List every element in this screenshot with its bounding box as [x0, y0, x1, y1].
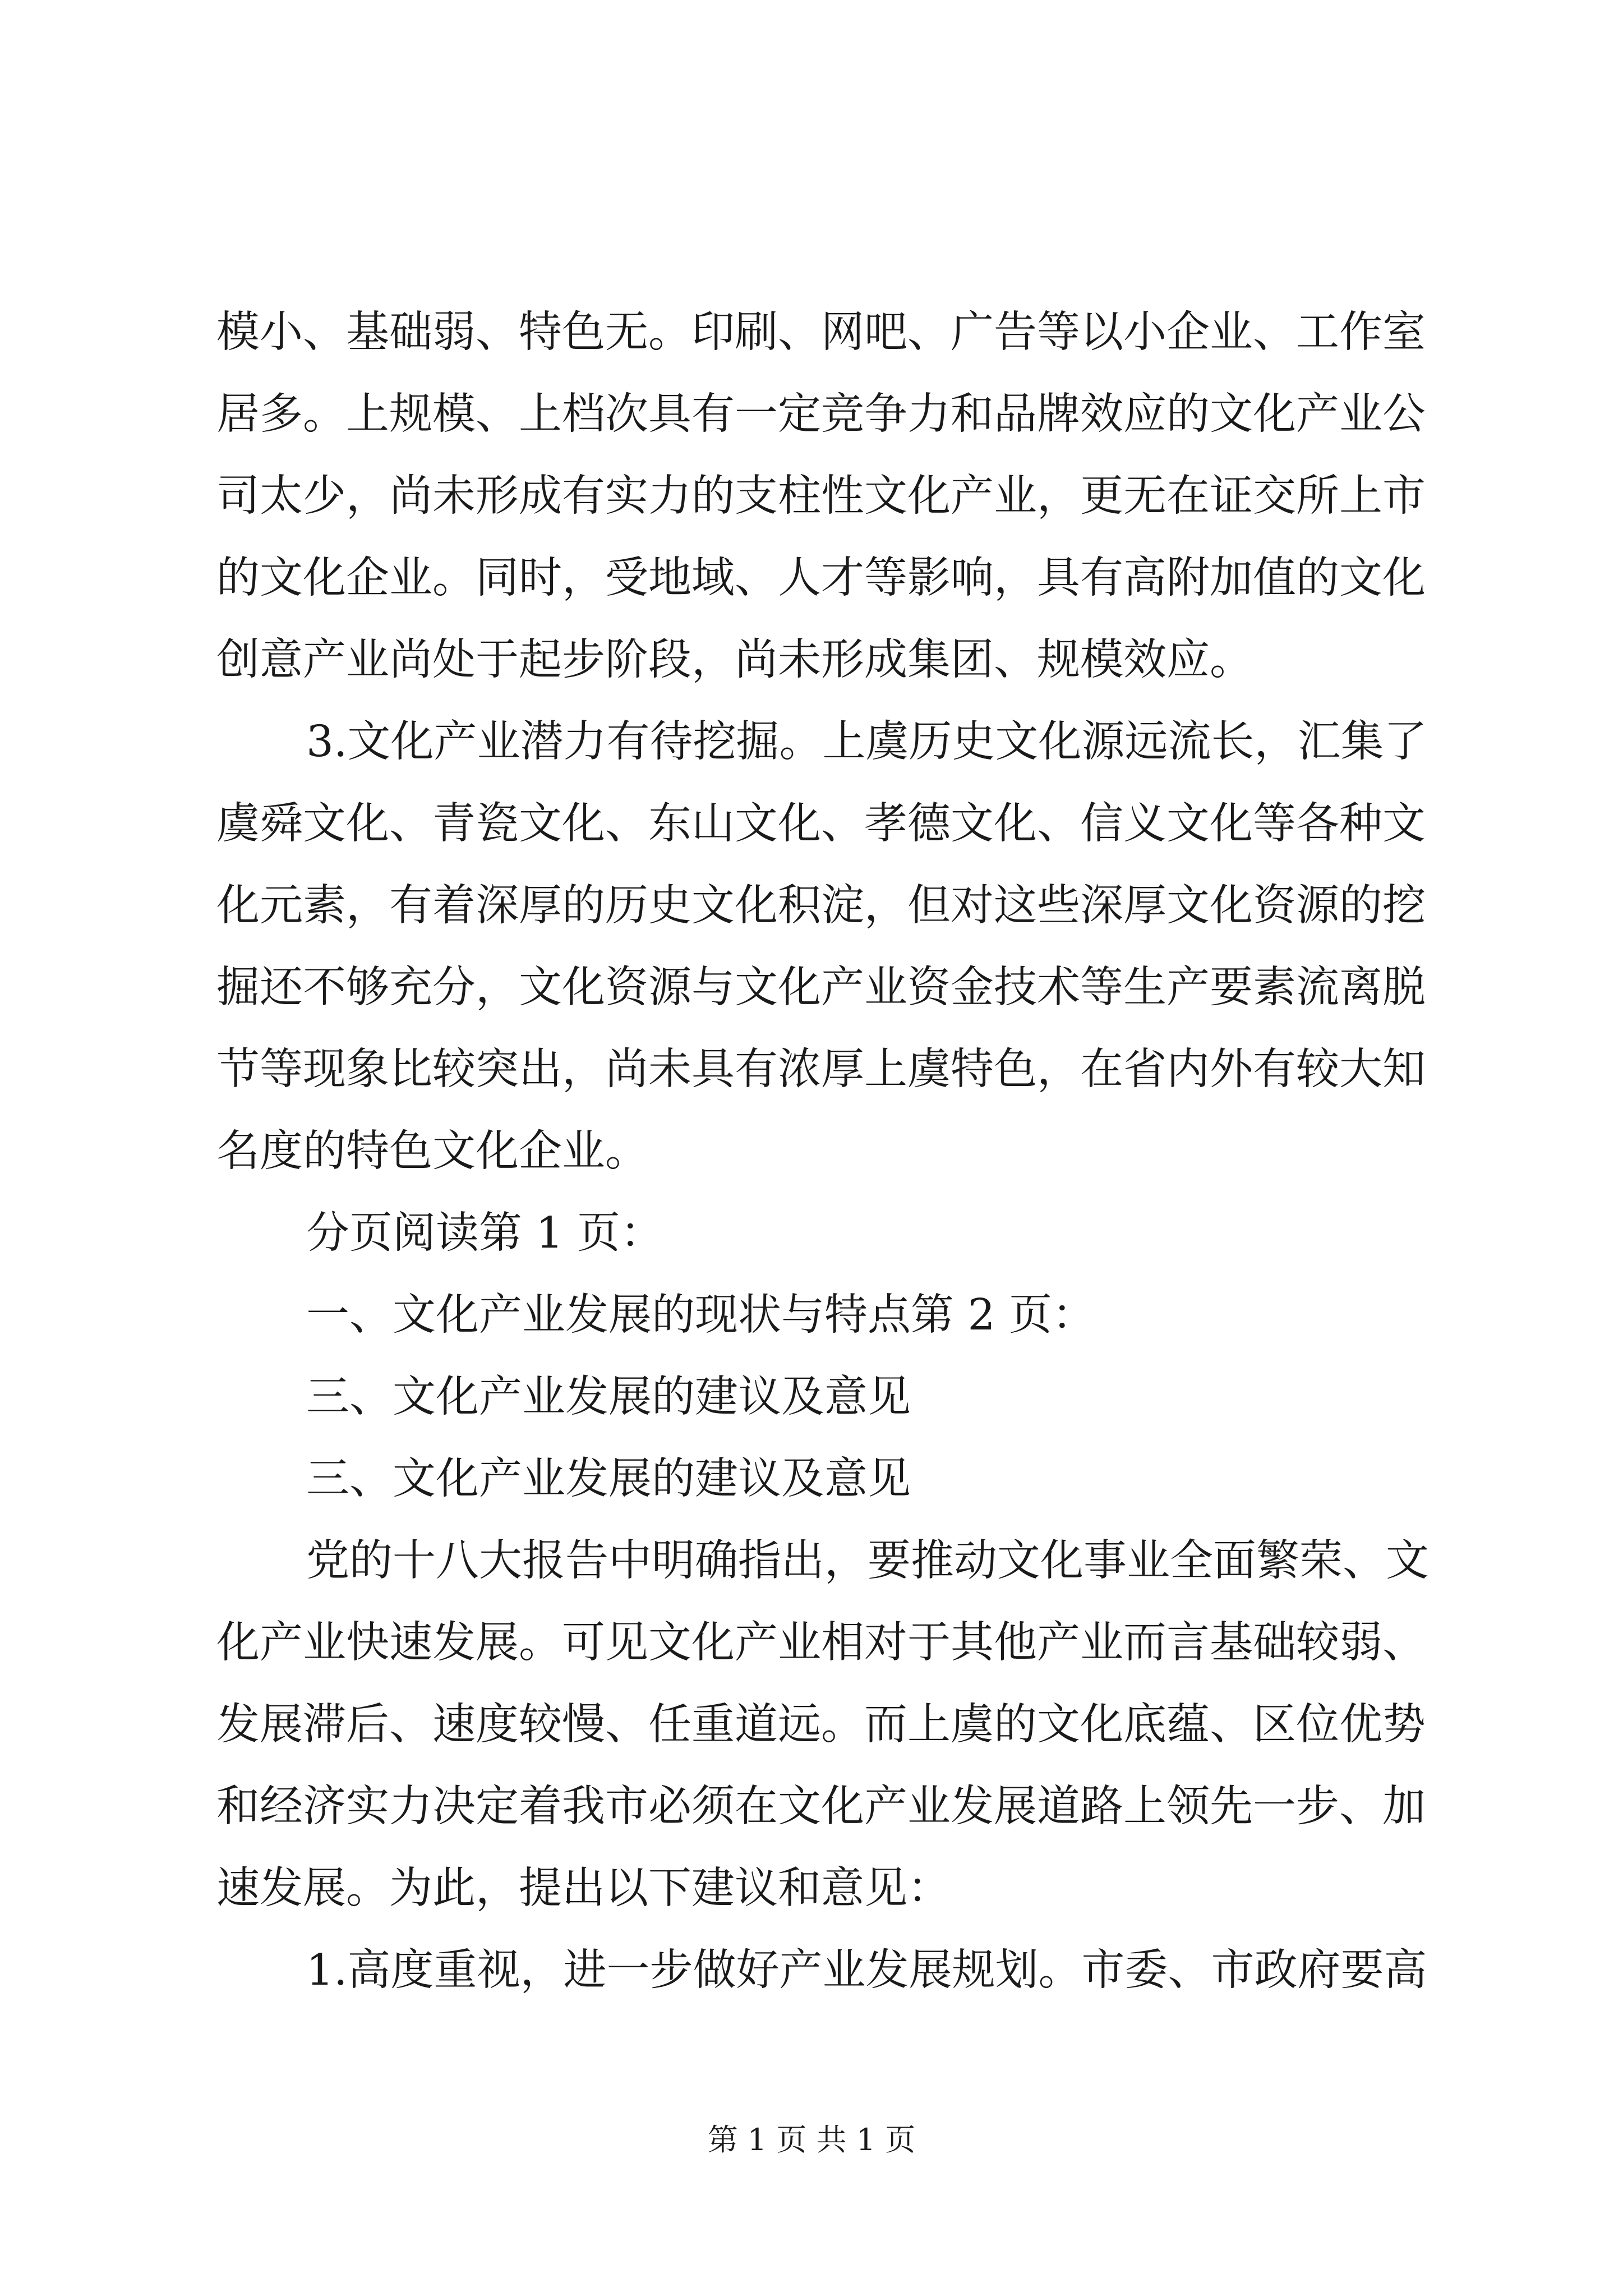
paragraph-line: 节等现象比较突出，尚未具有浓厚上虞特色，在省内外有较大知 [216, 1045, 1426, 1094]
paragraph-line: 掘还不够充分，文化资源与文化产业资金技术等生产要素流离脱 [216, 963, 1426, 1013]
paragraph-line: 创意产业尚处于起步阶段，尚未形成集团、规模效应。 [216, 635, 1253, 685]
document-body [216, 292, 1429, 2012]
paragraph-line: 化产业快速发展。可见文化产业相对于其他产业而言基础较弱、 [216, 1618, 1426, 1668]
paragraph-line: 名度的特色文化企业。 [216, 1126, 648, 1176]
paragraph-line: 化元素，有着深厚的历史文化积淀，但对这些深厚文化资源的挖 [216, 881, 1426, 931]
paragraph-line: 3.文化产业潜力有待挖掘。上虞历史文化源远流长，汇集了 [306, 717, 1427, 767]
paragraph-line: 和经济实力决定着我市必须在文化产业发展道路上领先一步、加 [216, 1782, 1426, 1832]
paragraph-line: 虞舜文化、青瓷文化、东山文化、孝德文化、信义文化等各种文 [216, 799, 1426, 849]
paragraph-line: 一、文化产业发展的现状与特点第 2 页： [306, 1290, 1095, 1340]
paragraph-line: 司太少，尚未形成有实力的支柱性文化产业，更无在证交所上市 [216, 471, 1426, 521]
paragraph-line: 三、文化产业发展的建议及意见 [306, 1454, 911, 1504]
paragraph-line: 模小、基础弱、特色无。印刷、网吧、广告等以小企业、工作室 [216, 307, 1426, 357]
paragraph-line: 分页阅读第 1 页： [306, 1208, 663, 1258]
paragraph-line: 发展滞后、速度较慢、任重道远。而上虞的文化底蕴、区位优势 [216, 1700, 1426, 1750]
paragraph-line: 速发展。为此，提出以下建议和意见： [216, 1864, 951, 1913]
paragraph-line: 居多。上规模、上档次具有一定竞争力和品牌效应的文化产业公 [216, 389, 1426, 439]
paragraph-line: 1.高度重视，进一步做好产业发展规划。市委、市政府要高 [306, 1945, 1427, 1995]
page-footer: 第 1 页 共 1 页 [707, 2122, 916, 2157]
paragraph-line: 党的十八大报告中明确指出，要推动文化事业全面繁荣、文 [306, 1536, 1429, 1586]
paragraph-line: 三、文化产业发展的建议及意见 [306, 1372, 911, 1422]
paragraph-line: 的文化企业。同时，受地域、人才等影响，具有高附加值的文化 [216, 553, 1426, 603]
